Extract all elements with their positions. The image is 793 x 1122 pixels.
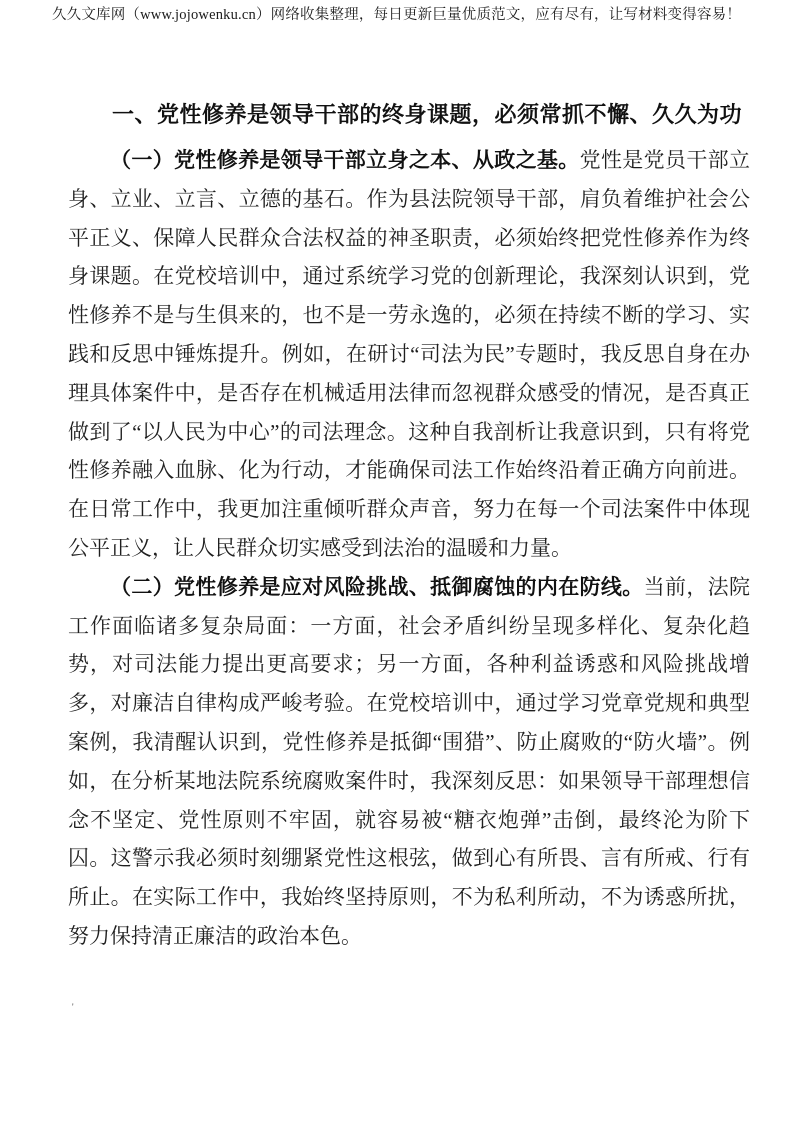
paragraph-body: 当前，法院工作面临诸多复杂局面：一方面，社会矛盾纠纷呈现多样化、复杂化趋势，对司法能力提出更高要求；另一方面，各种利益诱惑和风险挑战增多，对廉洁自律构成严峻考验。在党校培训中，通过学习党章党规和典型案例，我清醒认识到，党性修养是抵御“围猎”、防止腐败的“防火墙”。例如，在分析某地法院系统腐败案件时，我深刻反思：如果领导干部理想信念不坚定、党性原则不牢固，就容易被“糖衣炮弹”击倒，最终沦为阶下囚。这警示我必须时刻绷紧党性这根弦，做到心有所畏、言有所戒、行有所止。在实际工作中，我始终坚持原则，不为私利所动，不为诱惑所扰，努力保持清正廉洁的政治本色。 (68, 574, 751, 948)
document-content (68, 95, 750, 956)
paragraph (68, 141, 750, 568)
section-title: 一、党性修养是领导干部的终身课题，必须常抓不懈、久久为功 (112, 102, 743, 127)
footnote-mark: ' (72, 1002, 74, 1012)
watermark-header: 久久文库网（www.jojowenku.cn）网络收集整理，每日更新巨量优质范文，应有尽有，让写材料变得容易！ (51, 7, 742, 23)
paragraph-lead: （二）党性修养是应对风险挑战、抵御腐蚀的内在防线。 (110, 574, 644, 599)
paragraph (68, 568, 750, 956)
paragraph-lead: （一）党性修养是领导干部立身之本、从政之基。 (110, 148, 580, 172)
paragraph-body: 党性是党员干部立身、立业、立言、立德的基石。作为县法院领导干部，肩负着维护社会公平正义、保障人民群众合法权益的神圣职责，必须始终把党性修养作为终身课题。在党校培训中，通过系统学习党的创新理论，我深刻认识到，党性修养不是与生俱来的，也不是一劳永逸的，必须在持续不断的学习、实践和反思中锤炼提升。例如，在研讨“司法为民”专题时，我反思自身在办理具体案件中，是否存在机械适用法律而忽视群众感受的情况，是否真正做到了“以人民为中心”的司法理念。这种自我剖析让我意识到，只有将党性修养融入血脉、化为行动，才能确保司法工作始终沿着正确方向前进。在日常工作中，我更加注重倾听群众声音，努力在每一个司法案件中体现公平正义，让人民群众切实感受到法治的温暖和力量。 (68, 148, 751, 560)
